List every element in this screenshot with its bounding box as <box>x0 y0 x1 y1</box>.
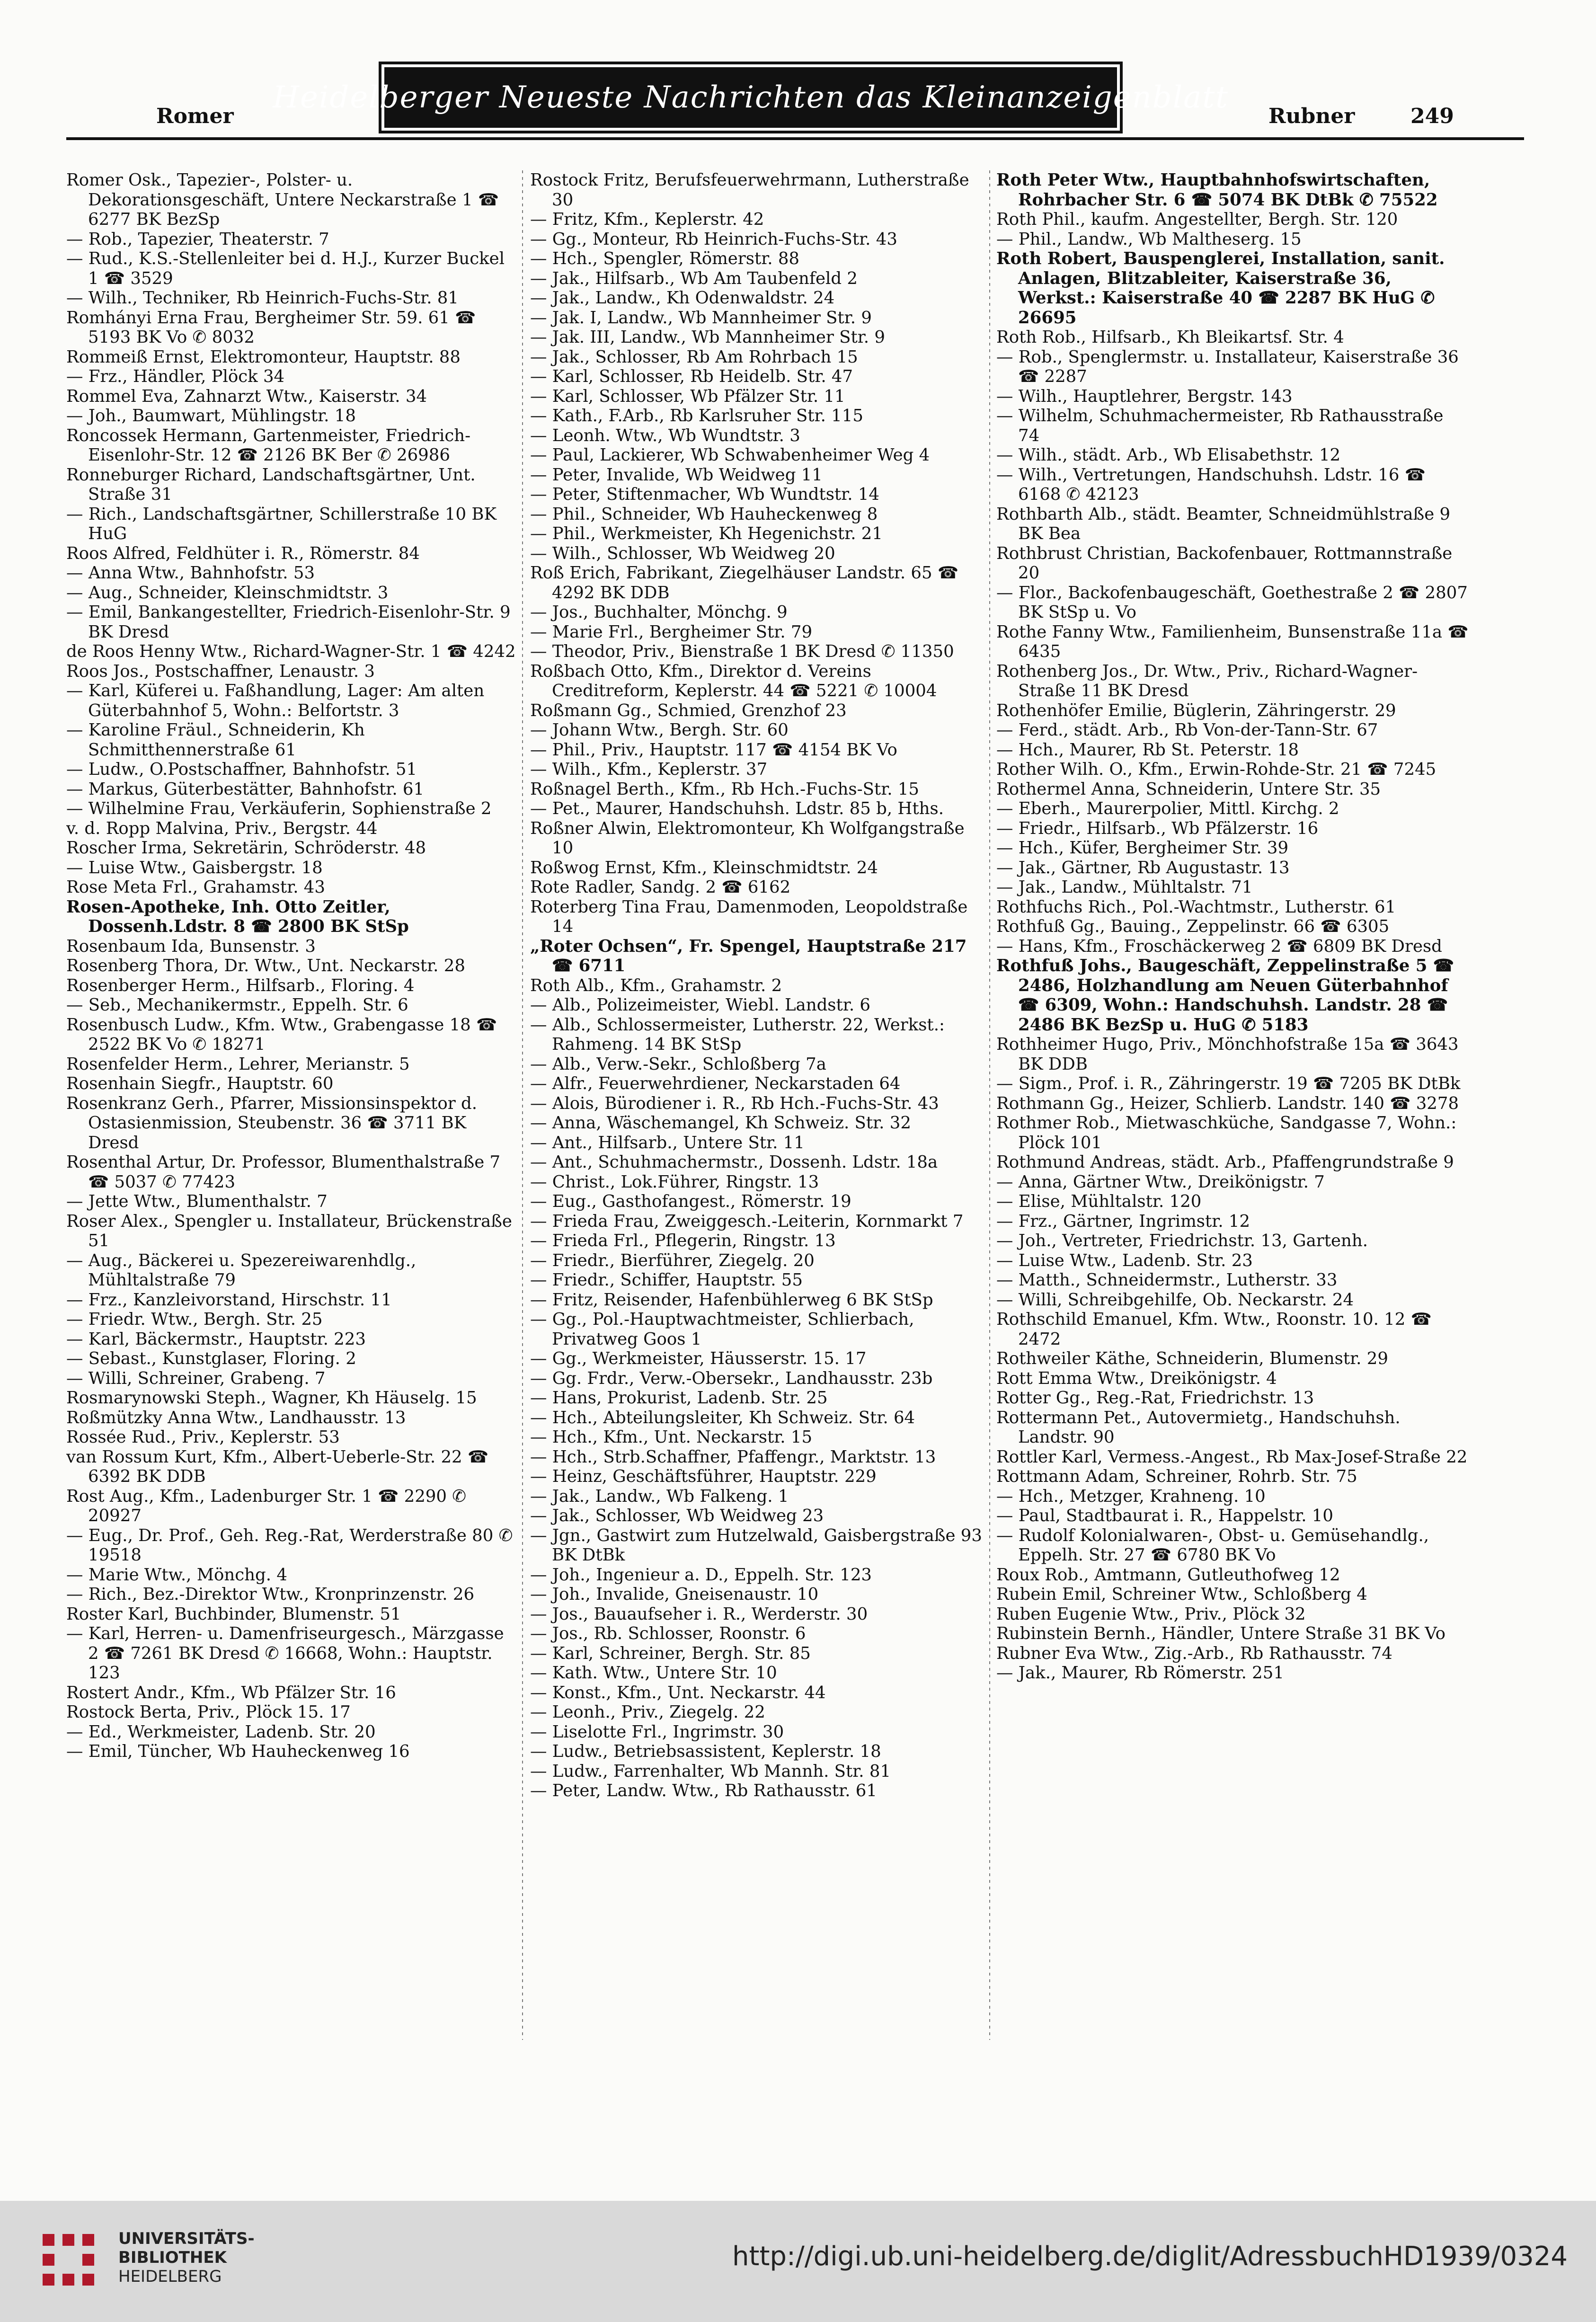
directory-entry: „Roter Ochsen“, Fr. Spengel, Hauptstraße 217 ☎ 6711 <box>530 936 967 975</box>
directory-entry: — Luise Wtw., Ladenb. Str. 23 <box>996 1250 1253 1270</box>
directory-entry: — Aug., Schneider, Kleinschmidtstr. 3 <box>66 583 389 603</box>
directory-entry: — Ferd., städt. Arb., Rb Von-der-Tann-Str. 67 <box>996 720 1378 740</box>
directory-entry: Rubein Emil, Schreiner Wtw., Schloßberg 4 <box>996 1585 1367 1604</box>
directory-entry: — Fritz, Reisender, Hafenbühlerweg 6 BK StSp <box>530 1290 933 1310</box>
directory-entry: — Hch., Küfer, Bergheimer Str. 39 <box>996 838 1289 858</box>
directory-entry: Romer Osk., Tapezier-, Polster- u. Dekorationsgeschäft, Untere Neckarstraße 1 ☎ 6277 BK BezSp <box>66 170 499 229</box>
directory-entry: Rubner Eva Wtw., Zig.-Arb., Rb Rathausstr. 74 <box>996 1643 1392 1663</box>
directory-entry: Rostock Fritz, Berufsfeuerwehrmann, Lutherstraße 30 <box>530 170 969 210</box>
directory-entry: — Joh., Vertreter, Friedrichstr. 13, Gartenh. <box>996 1231 1368 1250</box>
directory-entry: — Anna Wtw., Bahnhofstr. 53 <box>66 563 315 583</box>
directory-entry: — Leonh., Priv., Ziegelg. 22 <box>530 1702 765 1722</box>
directory-entry: — Frz., Gärtner, Ingrimstr. 12 <box>996 1211 1250 1231</box>
directory-entry: — Gg., Monteur, Rb Heinrich-Fuchs-Str. 43 <box>530 229 897 249</box>
directory-entry: Rommel Eva, Zahnarzt Wtw., Kaiserstr. 34 <box>66 386 427 406</box>
directory-entry: — Wilh., Schlosser, Wb Weidweg 20 <box>530 543 835 563</box>
directory-entry: — Jak., Landw., Mühltalstr. 71 <box>996 877 1253 897</box>
column-divider <box>522 170 523 2040</box>
directory-entry: Rosenthal Artur, Dr. Professor, Blumenthalstraße 7 ☎ 5037 ✆ 77423 <box>66 1152 501 1192</box>
directory-entry: — Jak. I, Landw., Wb Mannheimer Str. 9 <box>530 308 872 328</box>
directory-entry: — Karl, Schlosser, Rb Heidelb. Str. 47 <box>530 367 853 386</box>
directory-entry: — Anna, Gärtner Wtw., Dreikönigstr. 7 <box>996 1172 1325 1192</box>
directory-entry: Rommeiß Ernst, Elektromonteur, Hauptstr. 88 <box>66 347 461 367</box>
directory-entry: Rosenberger Herm., Hilfsarb., Floring. 4 <box>66 975 415 995</box>
directory-entry: — Theodor, Priv., Bienstraße 1 BK Dresd ✆ 11350 <box>530 642 954 661</box>
directory-entry: Roscher Irma, Sekretärin, Schröderstr. 48 <box>66 838 426 858</box>
directory-entry: Romhányi Erna Frau, Bergheimer Str. 59. 61 ☎ 5193 BK Vo ✆ 8032 <box>66 308 476 347</box>
directory-entry: — Markus, Güterbestätter, Bahnhofstr. 61 <box>66 779 425 799</box>
directory-entry: — Peter, Invalide, Wb Weidweg 11 <box>530 465 823 485</box>
directory-entry: Rottmann Adam, Schreiner, Rohrb. Str. 75 <box>996 1467 1357 1486</box>
banner-text: Heidelberger Neueste Nachrichten das Kleinanzeigenblatt <box>273 80 1229 115</box>
directory-entry: — Joh., Ingenieur a. D., Eppelh. Str. 123 <box>530 1565 872 1585</box>
directory-entry: — Hch., Maurer, Rb St. Peterstr. 18 <box>996 740 1299 760</box>
directory-entry: Rosenberg Thora, Dr. Wtw., Unt. Neckarstr. 28 <box>66 956 465 975</box>
directory-entry: — Eug., Dr. Prof., Geh. Reg.-Rat, Werderstraße 80 ✆ 19518 <box>66 1525 513 1565</box>
directory-entry: — Hch., Kfm., Unt. Neckarstr. 15 <box>530 1427 813 1447</box>
directory-entry: — Friedr., Hilfsarb., Wb Pfälzerstr. 16 <box>996 818 1319 838</box>
directory-entry: — Willi, Schreiner, Grabeng. 7 <box>66 1368 326 1388</box>
directory-entry: — Wilh., Vertretungen, Handschuhsh. Ldstr. 16 ☎ 6168 ✆ 42123 <box>996 465 1426 504</box>
directory-entry: — Luise Wtw., Gaisbergstr. 18 <box>66 858 323 877</box>
directory-entry: Rossée Rud., Priv., Keplerstr. 53 <box>66 1427 340 1447</box>
directory-entry: Roterberg Tina Frau, Damenmoden, Leopoldstraße 14 <box>530 897 968 936</box>
directory-entry: Roster Karl, Buchbinder, Blumenstr. 51 <box>66 1604 401 1624</box>
directory-entry: Rosenkranz Gerh., Pfarrer, Missionsinspektor d. Ostasienmission, Steubenstr. 36 ☎ 3711 BK Dresd <box>66 1093 478 1152</box>
directory-entry: — Jos., Buchhalter, Mönchg. 9 <box>530 603 788 622</box>
library-name-line: HEIDELBERG <box>118 2267 222 2286</box>
header-first-entry: Romer <box>156 104 234 128</box>
directory-entry: Rubinstein Bernh., Händler, Untere Straße 31 BK Vo <box>996 1624 1446 1643</box>
directory-entry: Rose Meta Frl., Grahamstr. 43 <box>66 877 325 897</box>
directory-entry: Rotter Gg., Reg.-Rat, Friedrichstr. 13 <box>996 1388 1314 1408</box>
directory-entry: — Rud., K.S.-Stellenleiter bei d. H.J., Kurzer Buckel 1 ☎ 3529 <box>66 249 505 288</box>
directory-entry: Rothschild Emanuel, Kfm. Wtw., Roonstr. 10. 12 ☎ 2472 <box>996 1310 1432 1349</box>
directory-entry: Rothweiler Käthe, Schneiderin, Blumenstr. 29 <box>996 1349 1388 1368</box>
directory-entry: — Sigm., Prof. i. R., Zähringerstr. 19 ☎ 7205 BK DtBk <box>996 1074 1461 1093</box>
directory-entry: — Wilh., Hauptlehrer, Bergstr. 143 <box>996 386 1293 406</box>
directory-entry: Rothheimer Hugo, Priv., Mönchhofstraße 15a ☎ 3643 BK DDB <box>996 1035 1459 1074</box>
directory-entry: — Liselotte Frl., Ingrimstr. 30 <box>530 1722 784 1742</box>
directory-entry: Roth Alb., Kfm., Grahamstr. 2 <box>530 975 782 995</box>
directory-entry: — Frieda Frl., Pflegerin, Ringstr. 13 <box>530 1231 836 1250</box>
directory-entry: — Hans, Kfm., Froschäckerweg 2 ☎ 6809 BK Dresd <box>996 936 1442 956</box>
directory-entry: — Heinz, Geschäftsführer, Hauptstr. 229 <box>530 1467 877 1486</box>
directory-entry: Rottler Karl, Vermess.-Angest., Rb Max-Josef-Straße 22 <box>996 1447 1468 1467</box>
directory-entry: — Jak., Maurer, Rb Römerstr. 251 <box>996 1663 1284 1683</box>
directory-entry: Rothe Fanny Wtw., Familienheim, Bunsenstraße 11a ☎ 6435 <box>996 622 1469 661</box>
directory-entry: Rothfuchs Rich., Pol.-Wachtmstr., Lutherstr. 61 <box>996 897 1396 917</box>
directory-entry: Rosenbusch Ludw., Kfm. Wtw., Grabengasse 18 ☎ 2522 BK Vo ✆ 18271 <box>66 1015 497 1054</box>
directory-entry: — Jak., Landw., Wb Falkeng. 1 <box>530 1486 789 1506</box>
directory-entry: — Ed., Werkmeister, Ladenb. Str. 20 <box>66 1722 376 1742</box>
directory-entry: — Rich., Landschaftsgärtner, Schillerstraße 10 BK HuG <box>66 504 497 543</box>
directory-entry: — Paul, Lackierer, Wb Schwabenheimer Weg 4 <box>530 445 930 465</box>
directory-entry: — Jette Wtw., Blumenthalstr. 7 <box>66 1192 328 1211</box>
directory-entry: — Ludw., Farrenhalter, Wb Mannh. Str. 81 <box>530 1761 891 1781</box>
directory-entry: — Alfr., Feuerwehrdiener, Neckarstaden 64 <box>530 1074 901 1093</box>
directory-entry: — Hch., Abteilungsleiter, Kh Schweiz. Str. 64 <box>530 1408 915 1427</box>
directory-entry: — Wilhelm, Schuhmachermeister, Rb Rathausstraße 74 <box>996 406 1444 445</box>
directory-entry: Rostock Berta, Priv., Plöck 15. 17 <box>66 1702 351 1722</box>
directory-entry: — Konst., Kfm., Unt. Neckarstr. 44 <box>530 1683 826 1702</box>
directory-entry: — Frieda Frau, Zweiggesch.-Leiterin, Kornmarkt 7 <box>530 1211 964 1231</box>
directory-entry: Roßwog Ernst, Kfm., Kleinschmidtstr. 24 <box>530 858 878 877</box>
directory-entry: — Wilhelmine Frau, Verkäuferin, Sophienstraße 2 <box>66 799 492 818</box>
library-name-line: BIBLIOTHEK <box>118 2248 227 2267</box>
directory-entry: — Paul, Stadtbaurat i. R., Happelstr. 10 <box>996 1506 1333 1525</box>
directory-entry: — Christ., Lok.Führer, Ringstr. 13 <box>530 1172 819 1192</box>
directory-entry: — Sebast., Kunstglaser, Floring. 2 <box>66 1349 356 1368</box>
directory-entry: Rosenhain Siegfr., Hauptstr. 60 <box>66 1074 334 1093</box>
directory-entry: Rosmarynowski Steph., Wagner, Kh Häuselg. 15 <box>66 1388 477 1408</box>
column-divider <box>989 170 990 2040</box>
directory-entry: — Karl, Bäckermstr., Hauptstr. 223 <box>66 1329 366 1349</box>
directory-entry: — Seb., Mechanikermstr., Eppelh. Str. 6 <box>66 995 408 1015</box>
directory-entry: Roos Alfred, Feldhüter i. R., Römerstr. 84 <box>66 543 420 563</box>
directory-entry: — Marie Wtw., Mönchg. 4 <box>66 1565 287 1585</box>
directory-entry: Roos Jos., Postschaffner, Lenaustr. 3 <box>66 661 375 681</box>
directory-entry: Rothfuß Gg., Bauing., Zeppelinstr. 66 ☎ 6305 <box>996 917 1390 936</box>
directory-entry: — Emil, Tüncher, Wb Hauheckenweg 16 <box>66 1742 410 1761</box>
directory-entry: — Hch., Metzger, Krahneng. 10 <box>996 1486 1266 1506</box>
directory-entry: — Rich., Bez.-Direktor Wtw., Kronprinzenstr. 26 <box>66 1585 475 1604</box>
directory-entry: Rothmund Andreas, städt. Arb., Pfaffengrundstraße 9 <box>996 1152 1454 1172</box>
directory-entry: Roßnagel Berth., Kfm., Rb Hch.-Fuchs-Str. 15 <box>530 779 920 799</box>
directory-entry: — Ludw., Betriebsassistent, Keplerstr. 18 <box>530 1742 881 1761</box>
directory-entry: — Jos., Rb. Schlosser, Roonstr. 6 <box>530 1624 806 1643</box>
directory-entry: de Roos Henny Wtw., Richard-Wagner-Str. 1 ☎ 4242 <box>66 642 516 661</box>
directory-entry: Roth Peter Wtw., Hauptbahnhofswirtschaften, Rohrbacher Str. 6 ☎ 5074 BK DtBk ✆ 75522 <box>996 170 1438 210</box>
directory-entry: — Elise, Mühltalstr. 120 <box>996 1192 1202 1211</box>
directory-entry: — Kath. Wtw., Untere Str. 10 <box>530 1663 777 1683</box>
directory-entry: Rost Aug., Kfm., Ladenburger Str. 1 ☎ 2290 ✆ 20927 <box>66 1486 466 1525</box>
directory-entry: Rothermel Anna, Schneiderin, Untere Str. 35 <box>996 779 1381 799</box>
directory-entry: — Willi, Schreibgehilfe, Ob. Neckarstr. 24 <box>996 1290 1354 1310</box>
directory-entry: Roth Phil., kaufm. Angestellter, Bergh. Str. 120 <box>996 210 1398 229</box>
directory-entry: — Jak., Gärtner, Rb Augustastr. 13 <box>996 858 1290 877</box>
directory-entry: — Karl, Schreiner, Bergh. Str. 85 <box>530 1643 811 1663</box>
directory-entry: Rothmer Rob., Mietwaschküche, Sandgasse 7, Wohn.: Plöck 101 <box>996 1113 1457 1152</box>
directory-entry: Rother Wilh. O., Kfm., Erwin-Rohde-Str. 21 ☎ 7245 <box>996 760 1436 779</box>
directory-entry: — Gg. Frdr., Verw.-Obersekr., Landhausstr. 23b <box>530 1368 933 1388</box>
directory-entry: — Phil., Priv., Hauptstr. 117 ☎ 4154 BK Vo <box>530 740 897 760</box>
source-url-link[interactable]: http://digi.ub.uni-heidelberg.de/diglit/AdressbuchHD1939/0324 <box>732 2241 1568 2272</box>
library-name <box>118 2229 255 2286</box>
directory-entry: — Eug., Gasthofangest., Römerstr. 19 <box>530 1192 851 1211</box>
directory-entry: van Rossum Kurt, Kfm., Albert-Ueberle-Str. 22 ☎ 6392 BK DDB <box>66 1447 489 1486</box>
directory-entry: — Joh., Baumwart, Mühlingstr. 18 <box>66 406 356 425</box>
column-2 <box>530 170 984 2040</box>
directory-entry: Roßner Alwin, Elektromonteur, Kh Wolfgangstraße 10 <box>530 818 965 858</box>
directory-entry: Roncossek Hermann, Gartenmeister, Friedrich-Eisenlohr-Str. 12 ☎ 2126 BK Ber ✆ 26986 <box>66 425 471 465</box>
directory-entry: — Fritz, Kfm., Keplerstr. 42 <box>530 210 764 229</box>
library-name-line: UNIVERSITÄTS- <box>118 2229 255 2248</box>
directory-entry: — Friedr., Bierführer, Ziegelg. 20 <box>530 1250 815 1270</box>
directory-entry: — Hch., Strb.Schaffner, Pfaffengr., Marktstr. 13 <box>530 1447 936 1467</box>
directory-entry: — Leonh. Wtw., Wb Wundtstr. 3 <box>530 425 800 445</box>
directory-entry: — Jak., Landw., Kh Odenwaldstr. 24 <box>530 288 835 308</box>
directory-entry: — Flor., Backofenbaugeschäft, Goethestraße 2 ☎ 2807 BK StSp u. Vo <box>996 583 1468 622</box>
directory-entry: Rosenbaum Ida, Bunsenstr. 3 <box>66 936 316 956</box>
directory-entry: Rottermann Pet., Autovermietg., Handschuhsh. Landstr. 90 <box>996 1408 1401 1447</box>
directory-entry: Rothmann Gg., Heizer, Schlierb. Landstr. 140 ☎ 3278 <box>996 1093 1459 1113</box>
directory-entry: — Rob., Tapezier, Theaterstr. 7 <box>66 229 329 249</box>
directory-entry: — Peter, Stiftenmacher, Wb Wundtstr. 14 <box>530 485 879 504</box>
directory-entry: — Matth., Schneidermstr., Lutherstr. 33 <box>996 1270 1338 1290</box>
directory-entry: — Ant., Schuhmachermstr., Dossenh. Ldstr. 18a <box>530 1152 938 1172</box>
directory-entry: — Jak. III, Landw., Wb Mannheimer Str. 9 <box>530 328 885 347</box>
directory-entry: — Kath., F.Arb., Rb Karlsruher Str. 115 <box>530 406 863 425</box>
directory-entry: — Hch., Spengler, Römerstr. 88 <box>530 249 800 268</box>
directory-entry: Rothenberg Jos., Dr. Wtw., Priv., Richard-Wagner-Straße 11 BK Dresd <box>996 661 1418 700</box>
directory-entry: — Ant., Hilfsarb., Untere Str. 11 <box>530 1133 805 1152</box>
directory-entry: — Phil., Landw., Wb Maltheserg. 15 <box>996 229 1302 249</box>
directory-entry: — Jak., Schlosser, Wb Weidweg 23 <box>530 1506 824 1525</box>
column-1 <box>66 170 518 2040</box>
directory-entry: — Jak., Hilfsarb., Wb Am Taubenfeld 2 <box>530 268 858 288</box>
directory-entry: Roßmann Gg., Schmied, Grenzhof 23 <box>530 700 847 720</box>
column-3 <box>996 170 1470 2040</box>
directory-entry: Rosen-Apotheke, Inh. Otto Zeitler, Dossenh.Ldstr. 8 ☎ 2800 BK StSp <box>66 897 409 936</box>
directory-entry: — Rob., Spenglermstr. u. Installateur, Kaiserstraße 36 ☎ 2287 <box>996 347 1459 386</box>
directory-entry: Roßbach Otto, Kfm., Direktor d. Vereins Creditreform, Keplerstr. 44 ☎ 5221 ✆ 10004 <box>530 661 937 700</box>
directory-entry: v. d. Ropp Malvina, Priv., Bergstr. 44 <box>66 818 378 838</box>
directory-entry: Roux Rob., Amtmann, Gutleuthofweg 12 <box>996 1565 1340 1585</box>
directory-entry: — Karl, Herren- u. Damenfriseurgesch., Märzgasse 2 ☎ 7261 BK Dresd ✆ 16668, Wohn.: Hauptstr. 123 <box>66 1624 504 1683</box>
newspaper-ad-banner <box>273 62 1229 133</box>
directory-entry: — Alb., Polizeimeister, Wiebl. Landstr. 6 <box>530 995 871 1015</box>
directory-entry: — Johann Wtw., Bergh. Str. 60 <box>530 720 789 740</box>
directory-entry: — Ludw., O.Postschaffner, Bahnhofstr. 51 <box>66 760 417 779</box>
directory-entry: — Phil., Schneider, Wb Hauheckenweg 8 <box>530 504 878 524</box>
directory-entry: — Karl, Schlosser, Wb Pfälzer Str. 11 <box>530 386 845 406</box>
directory-entry: — Jos., Bauaufseher i. R., Werderstr. 30 <box>530 1604 868 1624</box>
directory-entry: — Karl, Küferei u. Faßhandlung, Lager: Am alten Güterbahnhof 5, Wohn.: Belfortstr. 3 <box>66 681 485 720</box>
directory-entry: — Frz., Kanzleivorstand, Hirschstr. 11 <box>66 1290 392 1310</box>
directory-entry: Rothenhöfer Emilie, Büglerin, Zähringerstr. 29 <box>996 700 1396 720</box>
directory-entry: — Anna, Wäschemangel, Kh Schweiz. Str. 32 <box>530 1113 911 1133</box>
directory-entry: Roß Erich, Fabrikant, Ziegelhäuser Landstr. 65 ☎ 4292 BK DDB <box>530 563 959 603</box>
directory-entry: — Wilh., Kfm., Keplerstr. 37 <box>530 760 768 779</box>
directory-entry: — Eberh., Maurerpolier, Mittl. Kirchg. 2 <box>996 799 1339 818</box>
directory-entry: Roser Alex., Spengler u. Installateur, Brückenstraße 51 <box>66 1211 512 1250</box>
directory-entry: Rothbarth Alb., städt. Beamter, Schneidmühlstraße 9 BK Bea <box>996 504 1451 543</box>
directory-entry: Rothfuß Johs., Baugeschäft, Zeppelinstraße 5 ☎ 2486, Holzhandlung am Neuen Güterbahnhof ☎ 6309, Wohn.: Handschuhsh. Landstr. 28 ☎ 2486 BK BezSp u. HuG ✆ 5183 <box>996 956 1454 1035</box>
page-number: 249 <box>1410 104 1454 128</box>
directory-entry: — Friedr., Schiffer, Hauptstr. 55 <box>530 1270 803 1290</box>
directory-entry: Roßmützky Anna Wtw., Landhausstr. 13 <box>66 1408 406 1427</box>
directory-entry: Rote Radler, Sandg. 2 ☎ 6162 <box>530 877 791 897</box>
directory-entry: — Karoline Fräul., Schneiderin, Kh Schmitthennerstraße 61 <box>66 720 365 760</box>
directory-entry: — Gg., Pol.-Hauptwachtmeister, Schlierbach, Privatweg Goos 1 <box>530 1310 914 1349</box>
directory-entry: — Aug., Bäckerei u. Spezereiwarenhdlg., Mühltalstraße 79 <box>66 1250 417 1290</box>
directory-entry: Rostert Andr., Kfm., Wb Pfälzer Str. 16 <box>66 1683 396 1702</box>
directory-entry: — Pet., Maurer, Handschuhsh. Ldstr. 85 b, Hths. <box>530 799 944 818</box>
directory-entry: Roth Rob., Hilfsarb., Kh Bleikartsf. Str. 4 <box>996 328 1344 347</box>
directory-entry: — Peter, Landw. Wtw., Rb Rathausstr. 61 <box>530 1781 877 1800</box>
directory-entry: — Jgn., Gastwirt zum Hutzelwald, Gaisbergstraße 93 BK DtBk <box>530 1525 982 1565</box>
directory-entry: Rott Emma Wtw., Dreikönigstr. 4 <box>996 1368 1277 1388</box>
university-library-logo-icon <box>33 2225 104 2295</box>
directory-entry: — Friedr. Wtw., Bergh. Str. 25 <box>66 1310 323 1329</box>
directory-entry: — Frz., Händler, Plöck 34 <box>66 367 285 386</box>
directory-entry: — Emil, Bankangestellter, Friedrich-Eisenlohr-Str. 9 BK Dresd <box>66 603 511 642</box>
directory-entry: — Gg., Werkmeister, Häusserstr. 15. 17 <box>530 1349 867 1368</box>
directory-entry: — Alb., Schlossermeister, Lutherstr. 22, Werkst.: Rahmeng. 14 BK StSp <box>530 1015 945 1054</box>
directory-entry: Roth Robert, Bauspenglerei, Installation, sanit. Anlagen, Blitzableiter, Kaiserstraße 36, Werkst.: Kaiserstraße 40 ☎ 2287 BK HuG ✆ 26695 <box>996 249 1445 328</box>
directory-entry: — Hans, Prokurist, Ladenb. Str. 25 <box>530 1388 828 1408</box>
directory-entry: — Alois, Bürodiener i. R., Rb Hch.-Fuchs-Str. 43 <box>530 1093 939 1113</box>
directory-entry: — Wilh., Techniker, Rb Heinrich-Fuchs-Str. 81 <box>66 288 459 308</box>
directory-entry: — Rudolf Kolonialwaren-, Obst- u. Gemüsehandlg., Eppelh. Str. 27 ☎ 6780 BK Vo <box>996 1525 1429 1565</box>
directory-entry: Rothbrust Christian, Backofenbauer, Rottmannstraße 20 <box>996 543 1453 583</box>
directory-entry: Ruben Eugenie Wtw., Priv., Plöck 32 <box>996 1604 1306 1624</box>
directory-entry: Ronneburger Richard, Landschaftsgärtner, Unt. Straße 31 <box>66 465 476 504</box>
header-rule <box>66 137 1524 140</box>
directory-entry: — Phil., Werkmeister, Kh Hegenichstr. 21 <box>530 524 883 543</box>
directory-entry: — Joh., Invalide, Gneisenaustr. 10 <box>530 1585 819 1604</box>
directory-entry: — Wilh., städt. Arb., Wb Elisabethstr. 12 <box>996 445 1341 465</box>
directory-entry: — Jak., Schlosser, Rb Am Rohrbach 15 <box>530 347 858 367</box>
directory-entry: — Alb., Verw.-Sekr., Schloßberg 7a <box>530 1054 826 1074</box>
directory-entry: Rosenfelder Herm., Lehrer, Merianstr. 5 <box>66 1054 410 1074</box>
directory-entry: — Marie Frl., Bergheimer Str. 79 <box>530 622 813 642</box>
header-last-entry: Rubner <box>1268 104 1355 128</box>
